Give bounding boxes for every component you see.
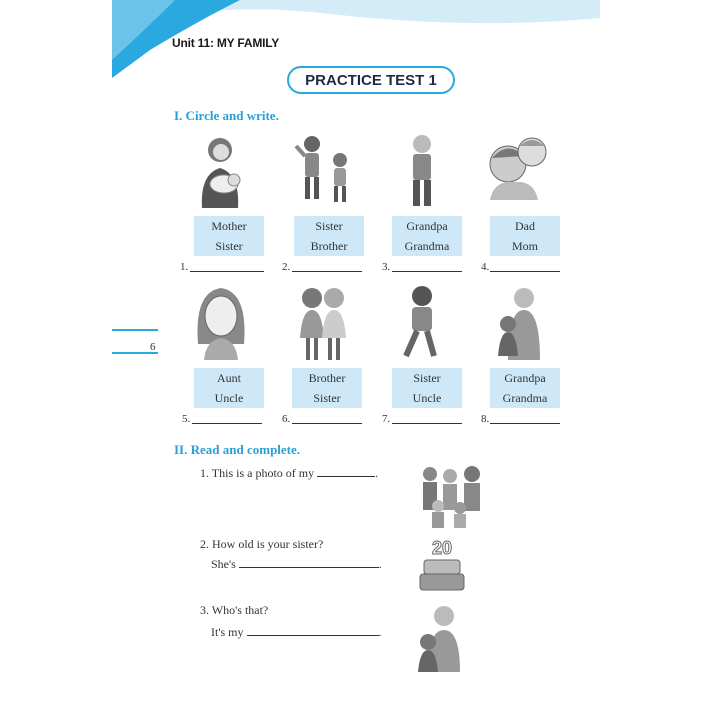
question-2: 2. How old is your sister? — [200, 537, 324, 551]
question-1: 1. This is a photo of my . — [200, 466, 379, 480]
item-number: 5. — [182, 413, 191, 425]
grandpa-icon — [404, 132, 440, 208]
birthday-cake-icon — [418, 536, 466, 594]
option-text[interactable]: Sister — [315, 219, 343, 233]
item-number: 6. — [282, 413, 291, 425]
option-box-7 — [392, 368, 462, 408]
unit-title: Unit 11: MY FAMILY — [172, 36, 280, 50]
item-number: 4. — [481, 261, 490, 273]
item-number: 8. — [481, 413, 490, 425]
grandma-hug-icon — [414, 602, 468, 674]
option-text[interactable]: Brother — [310, 239, 348, 253]
item-number: 7. — [382, 413, 391, 425]
answer-line-2[interactable] — [292, 271, 362, 272]
option-box-5 — [194, 368, 264, 408]
woman-face-icon — [192, 284, 250, 360]
option-text[interactable]: Grandma — [404, 239, 450, 253]
answer-line-7[interactable] — [392, 423, 462, 424]
siblings-walking-icon — [292, 132, 358, 208]
family-photo-icon — [416, 462, 488, 530]
item-number: 3. — [382, 261, 391, 273]
option-text[interactable]: Grandpa — [406, 219, 448, 233]
option-text[interactable]: Sister — [313, 391, 341, 405]
option-box-6 — [292, 368, 362, 408]
question-3: 3. Who's that? — [200, 603, 269, 617]
answer-3-prefix: It's my — [211, 625, 244, 639]
answer-2-prefix: She's — [211, 557, 236, 571]
answer-3-row: It's my . — [211, 625, 382, 639]
option-box-2 — [294, 216, 364, 256]
answer-line-8[interactable] — [490, 423, 560, 424]
option-text[interactable]: Grandma — [502, 391, 548, 405]
answer-line-1[interactable] — [190, 271, 264, 272]
page-number: 6 — [150, 341, 156, 353]
answer-blank-3[interactable] — [247, 625, 379, 636]
item-number: 1. — [180, 261, 189, 273]
item-number: 2. — [282, 261, 291, 273]
answer-blank-1[interactable] — [317, 466, 375, 477]
cake-number: 20 — [432, 538, 453, 558]
option-text[interactable]: Grandpa — [504, 371, 546, 385]
option-text[interactable]: Dad — [515, 219, 535, 233]
answer-2-row: She's . — [211, 557, 382, 571]
girls-hugging-icon — [292, 284, 354, 364]
section-1-heading: I. Circle and write. — [174, 108, 279, 123]
option-text[interactable]: Brother — [308, 371, 346, 385]
option-text[interactable]: Uncle — [412, 391, 442, 405]
section-2-heading: II. Read and complete. — [174, 442, 301, 457]
boy-walking-icon — [400, 284, 444, 362]
option-text[interactable]: Sister — [215, 239, 243, 253]
option-box-8 — [490, 368, 560, 408]
answer-line-4[interactable] — [490, 271, 560, 272]
answer-line-5[interactable] — [192, 423, 262, 424]
question-1-text: 1. This is a photo of my — [200, 466, 315, 480]
answer-blank-2[interactable] — [239, 557, 379, 568]
grandma-child-icon — [494, 286, 546, 360]
dad-child-icon — [484, 134, 558, 200]
option-text[interactable]: Uncle — [214, 391, 244, 405]
answer-line-3[interactable] — [392, 271, 462, 272]
option-text[interactable]: Sister — [413, 371, 441, 385]
answer-line-6[interactable] — [292, 423, 362, 424]
option-box-1 — [194, 216, 264, 256]
option-box-3 — [392, 216, 462, 256]
practice-test-title: PRACTICE TEST 1 — [287, 66, 455, 94]
option-text[interactable]: Mother — [211, 219, 247, 233]
mother-baby-icon — [192, 132, 254, 208]
option-text[interactable]: Aunt — [217, 371, 241, 385]
option-box-4 — [490, 216, 560, 256]
option-text[interactable]: Mom — [511, 239, 538, 253]
